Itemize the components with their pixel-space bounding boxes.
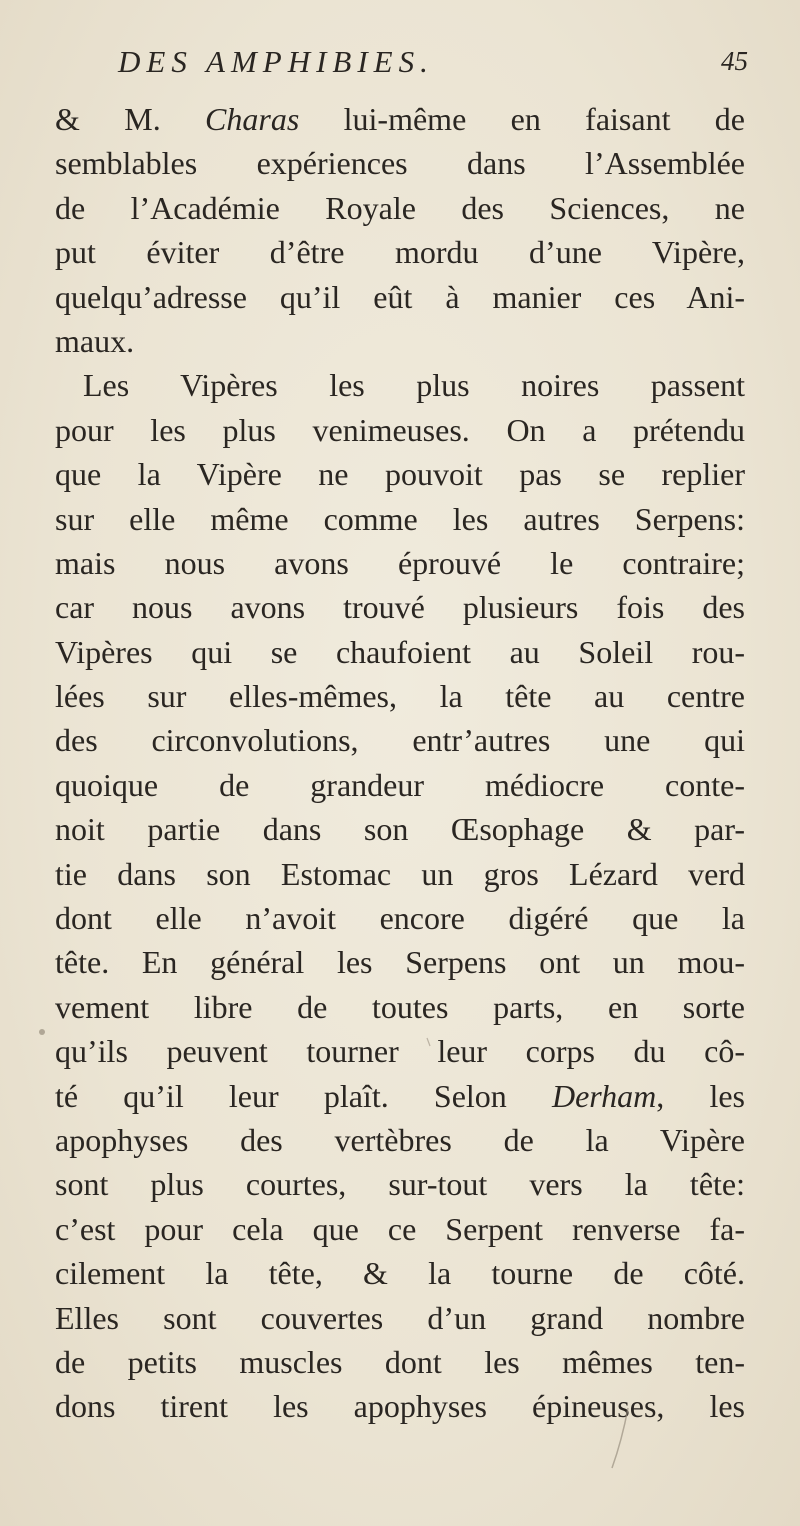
text-line: qu’ils peuvent tourner leur corps du cô-: [55, 1033, 745, 1070]
text-line: Elles sont couvertes d’un grand nombre: [55, 1299, 745, 1336]
running-title: DES AMPHIBIES.: [118, 44, 434, 79]
text-line: c’est pour cela que ce Serpent renverse fa-: [55, 1210, 745, 1247]
text-line: & M. Charas lui-même en faisant de: [55, 101, 746, 137]
text-line: de petits muscles dont les mêmes ten-: [55, 1343, 745, 1380]
body-text: [55, 97, 745, 1429]
text-line: car nous avons trouvé plusieurs fois des: [55, 589, 745, 626]
text-line: de l’Académie Royale des Sciences, ne: [55, 189, 745, 226]
text-line: apophyses des vertèbres de la Vipère: [55, 1121, 745, 1158]
text-line: lées sur elles-mêmes, la tête au centre: [55, 678, 745, 715]
text-line: pour les plus venimeuses. On a prétendu: [55, 411, 745, 448]
text-line: semblables expériences dans l’Assemblée: [55, 145, 745, 182]
text-line: des circonvolutions, entr’autres une qui: [55, 722, 745, 759]
text-line: tie dans son Estomac un gros Lézard verd: [55, 855, 745, 892]
text-line: quelqu’adresse qu’il eût à manier ces Ani-: [55, 278, 745, 315]
text-line: cilement la tête, & la tourne de côté.: [55, 1255, 745, 1292]
text-line: que la Vipère ne pouvoit pas se replier: [55, 456, 745, 493]
text-line: dons tirent les apophyses épineuses, les: [55, 1388, 745, 1425]
text-line: té qu’il leur plaît. Selon Derham, les: [55, 1077, 746, 1114]
ink-speck: [39, 1029, 45, 1035]
text-line: quoique de grandeur médiocre conte-: [55, 766, 745, 803]
text-line: put éviter d’être mordu d’une Vipère,: [55, 234, 745, 271]
text-line: maux.: [55, 322, 135, 359]
text-line: Vipères qui se chaufoient au Soleil rou-: [55, 633, 745, 670]
text-line: tête. En général les Serpens ont un mou-: [55, 944, 745, 981]
text-line: mais nous avons éprouvé le contraire;: [55, 544, 745, 581]
text-line: Les Vipères les plus noires passent: [83, 367, 745, 404]
text-line: noit partie dans son Œsophage & par-: [55, 811, 745, 848]
text-line: vement libre de toutes parts, en sorte: [55, 988, 745, 1025]
running-head: [0, 44, 800, 84]
text-line: sont plus courtes, sur-tout vers la tête:: [55, 1166, 745, 1203]
page-number: 45: [721, 46, 748, 76]
text-line: sur elle même comme les autres Serpens:: [55, 500, 745, 537]
text-line: dont elle n’avoit encore digéré que la: [55, 900, 745, 937]
